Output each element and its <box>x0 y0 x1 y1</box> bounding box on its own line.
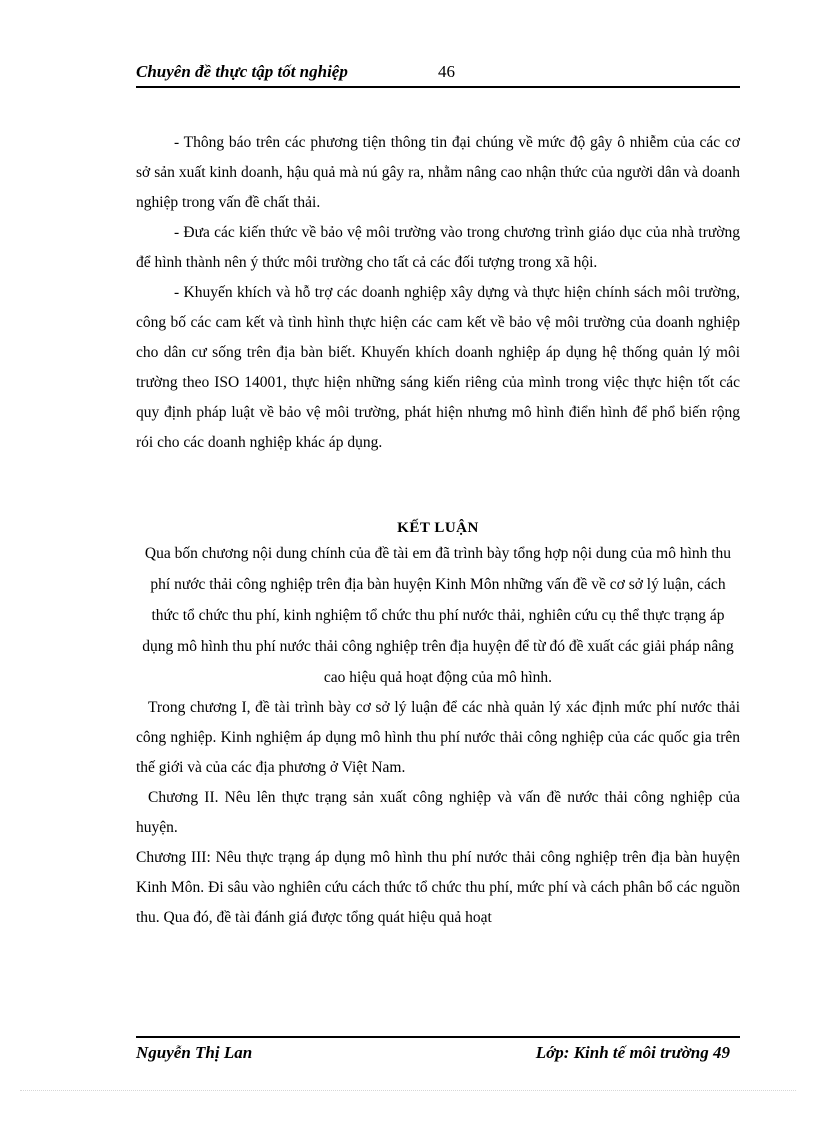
footer-class: Lớp: Kinh tế môi trường 49 <box>535 1043 730 1062</box>
conclusion-chapter-1: Trong chương I, đề tài trình bày cơ sở lý luận để các nhà quản lý xác định mức phí nước thải công nghiệp. Kinh nghiệm áp dụng mô hình thu phí nước thải công nghiệp của các quốc gia trên thế giới và của các địa phương ở Việt Nam. <box>136 699 740 776</box>
document-body <box>136 128 740 933</box>
page-header <box>136 60 740 88</box>
conclusion-chapter-2: Chương II. Nêu lên thực trạng sản xuất công nghiệp và vấn đề nước thải công nghiệp của huyện. <box>136 789 740 836</box>
paragraph-education: - Đưa các kiến thức về bảo vệ môi trường vào trong chương trình giáo dục của nhà trường để hình thành nên ý thức môi trường cho tất cả các đối tượng trong xã hội. <box>136 224 740 271</box>
conclusion-chapter-3: Chương III: Nêu thực trạng áp dụng mô hình thu phí nước thải công nghiệp trên địa bàn huyện Kinh Môn. Đi sâu vào nghiên cứu cách thức tổ chức thu phí, mức phí và cách phân bổ các nguồn thu. Qua đó, đề tài đánh giá được tổng quát hiệu quả hoạt <box>136 849 740 926</box>
conclusion-heading: KẾT LUẬN <box>397 520 479 536</box>
footer-author: Nguyễn Thị Lan <box>136 1043 253 1062</box>
page-number: 46 <box>438 62 455 81</box>
section-spacer <box>136 458 740 518</box>
conclusion-intro: Qua bốn chương nội dung chính của đề tài em đã trình bày tổng hợp nội dung của mô hình thu phí nước thải công nghiệp trên địa bàn huyện Kinh Môn những vấn đề về cơ sở lý luận, cách thức tổ chức thu phí, kinh nghiệm tổ chức thu phí nước thải, nghiên cứu cụ thể thực trạng áp dụng mô hình thu phí nước thải công nghiệp trên địa huyện để từ đó đề xuất các giải pháp nâng cao hiệu quả hoạt động của mô hình. <box>142 545 734 686</box>
page-bottom-divider <box>20 1090 796 1091</box>
header-title: Chuyên đề thực tập tốt nghiệp <box>136 62 348 81</box>
paragraph-mass-media: - Thông báo trên các phương tiện thông tin đại chúng về mức độ gây ô nhiễm của các cơ sở sản xuất kinh doanh, hậu quả mà nú gây ra, nhằm nâng cao nhận thức của người dân và doanh nghiệp trong vấn đề chất thải. <box>136 134 740 211</box>
paragraph-encourage-business: - Khuyến khích và hỗ trợ các doanh nghiệp xây dựng và thực hiện chính sách môi trường, công bố các cam kết và tình hình thực hiện các cam kết về bảo vệ môi trường của doanh nghiệp cho dân cư sống trên địa bàn biết. Khuyến khích doanh nghiệp áp dụng hệ thống quản lý môi trường theo ISO 14001, thực hiện những sáng kiến riêng của mình trong việc thực hiện tốt các quy định pháp luật về bảo vệ môi trường, phát hiện nhưng mô hình điển hình để phổ biến rộng rói cho các doanh nghiệp khác áp dụng. <box>136 284 740 451</box>
page-footer <box>136 1036 740 1062</box>
